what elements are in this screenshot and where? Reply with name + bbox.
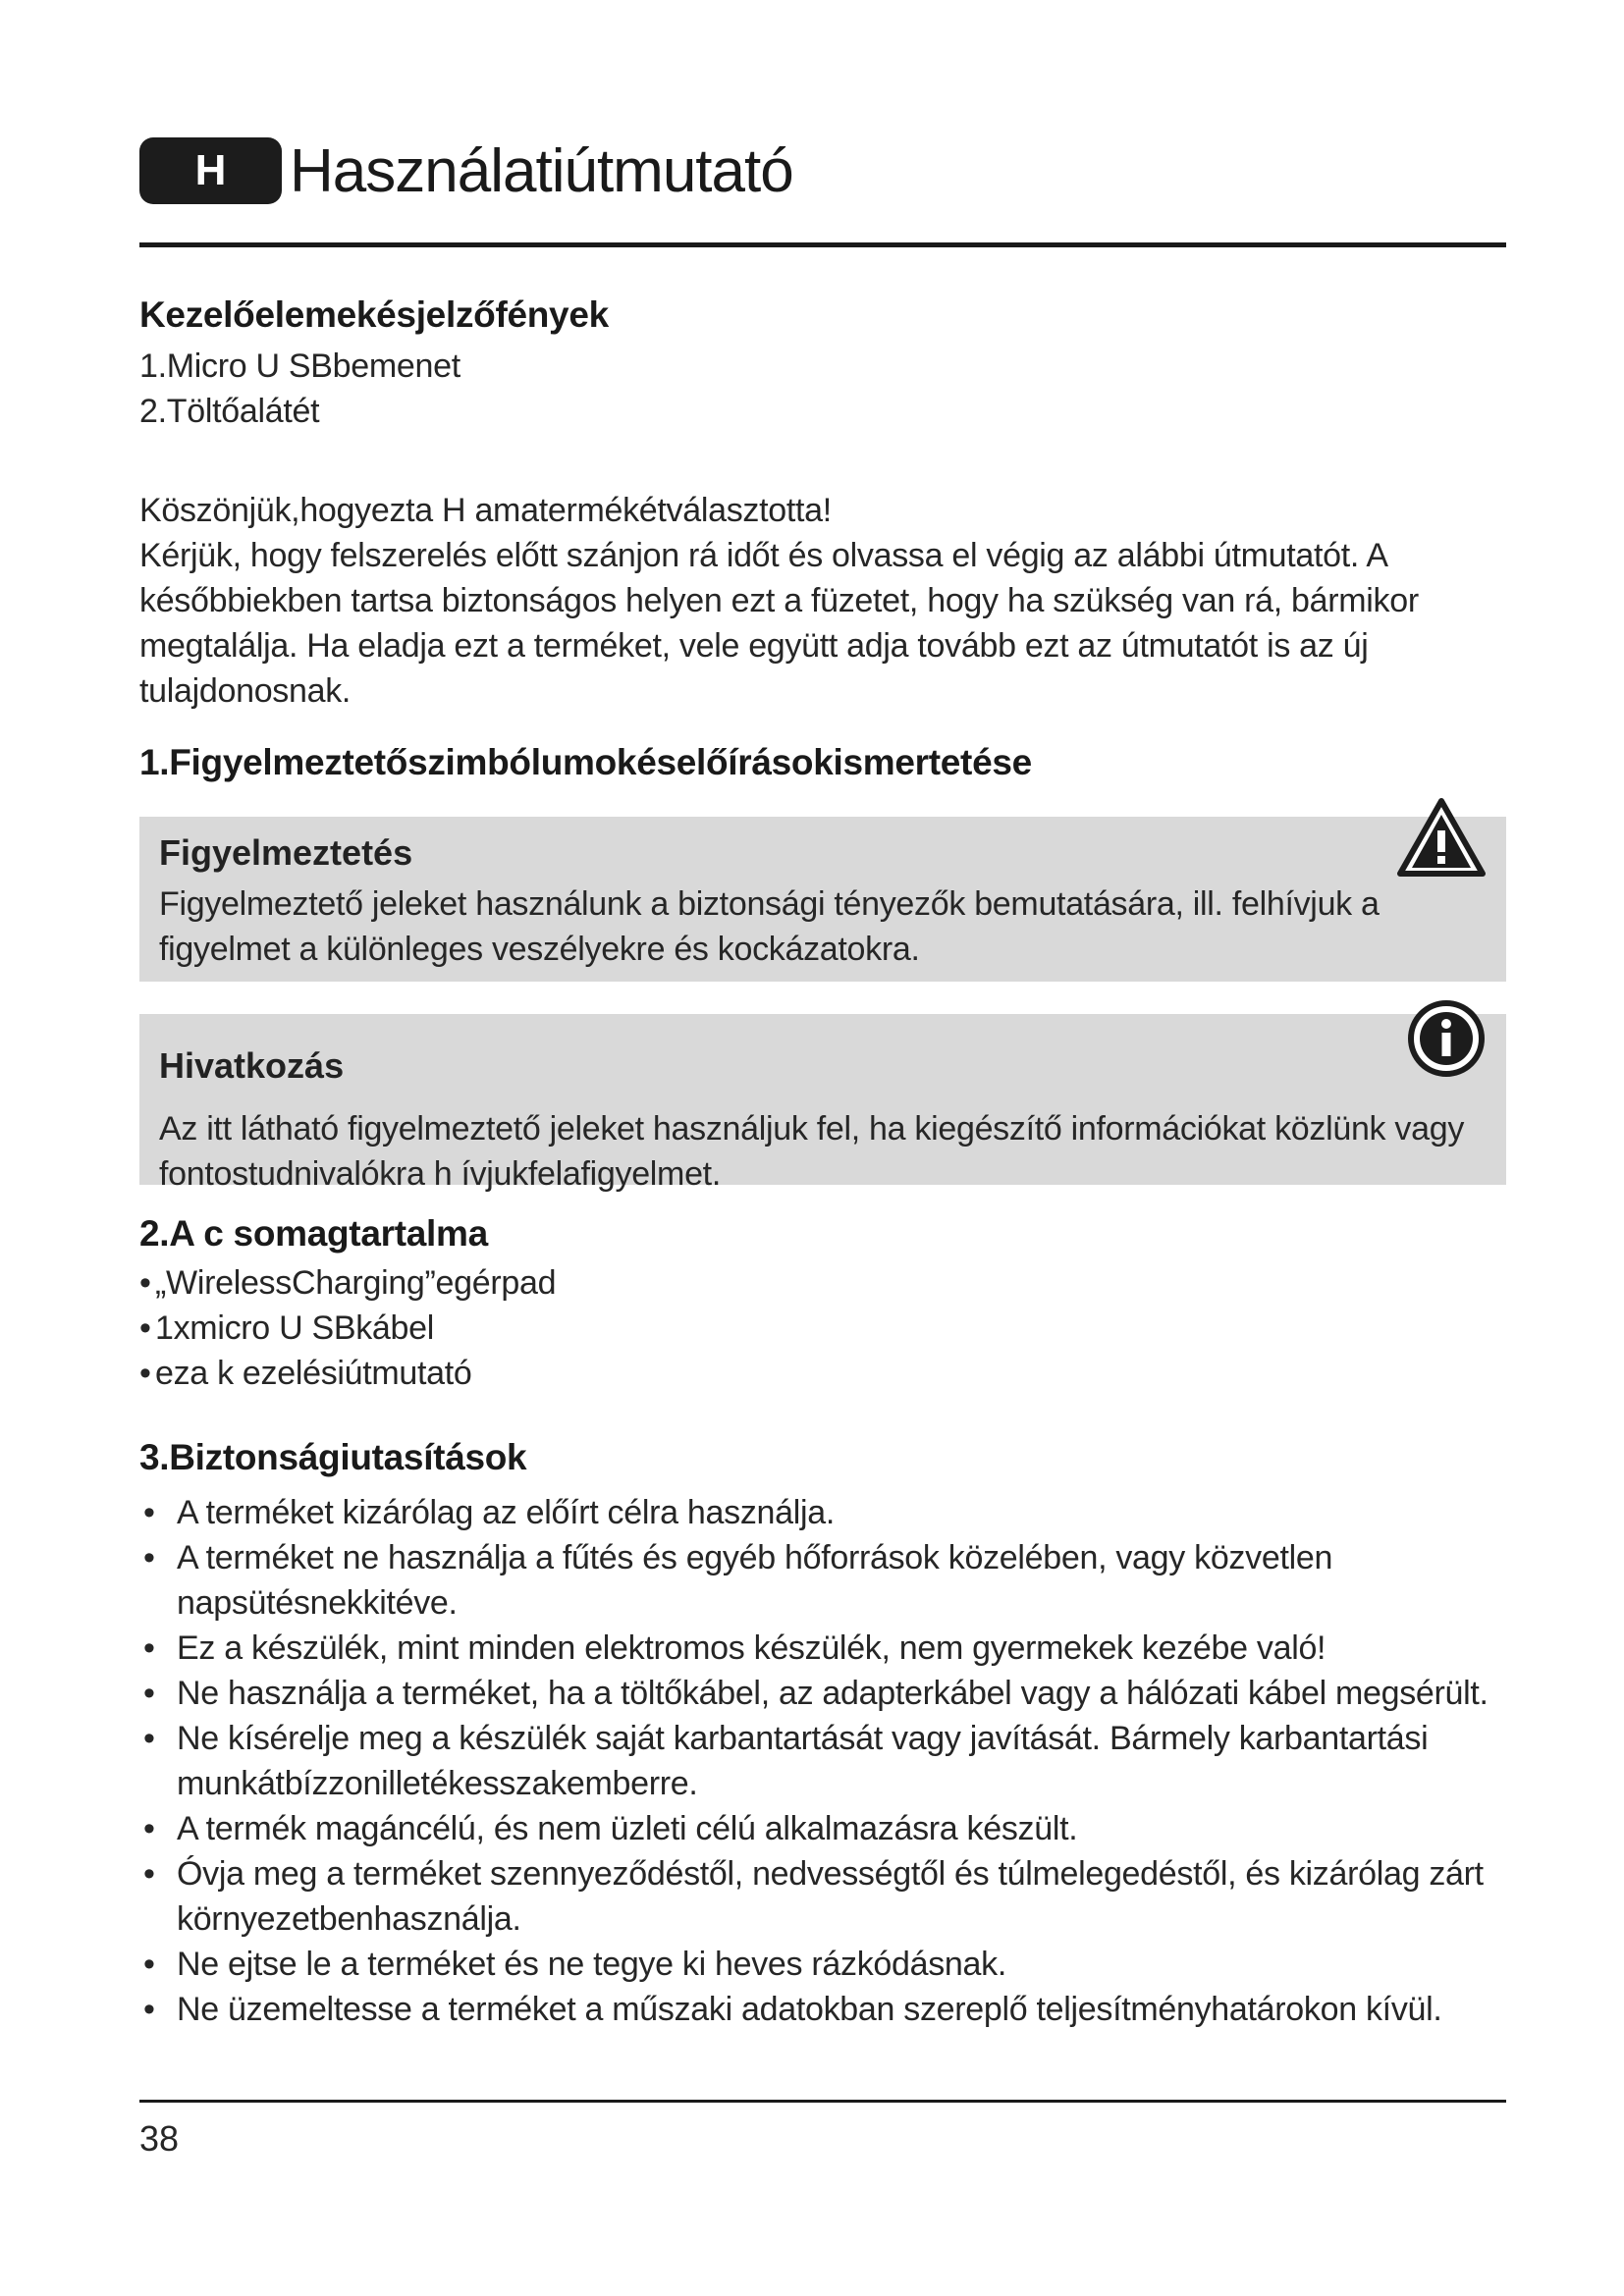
note-text: Az itt látható figyelmeztető jeleket használjuk fel, ha kiegészítő információkat közlünk vagy fontostudnivalókra h ívjukfelafigyelmet. — [159, 1110, 1465, 1193]
intro-thanks: Köszönjük,hogyezta H amatermékétválasztotta! — [139, 492, 832, 529]
info-icon — [1406, 998, 1487, 1079]
list-item: • A terméket ne használja a fűtés és egyéb hőforrások közelében, vagy közvetlen napsütésnekkitéve. — [139, 1535, 1504, 1626]
warning-text: Figyelmeztető jeleket használunk a biztonsági tényezők bemutatására, ill. felhívjuk a figyelmet a különleges veszélyekre és kockázatokra. — [159, 885, 1380, 968]
document-title: Használatiútmutató — [290, 136, 793, 205]
intro-text: Kérjük, hogy felszerelés előtt szánjon rá időt és olvassa el végig az alábbi útmutatót. A későbbiekben tartsa biztonságos helyen ezt a füzetet, hogy ha szükség van rá, bármikor megtalálja. Ha eladja ezt a terméket, vele együtt adja tovább ezt az útmutatót is az új tulajdonosnak. — [139, 537, 1419, 710]
list-item: • Ne kísérelje meg a készülék saját karbantartását vagy javítását. Bármely karbantartási munkátbízzonilletékesszakemberre. — [139, 1716, 1504, 1806]
note-title: Hivatkozás — [159, 1045, 345, 1086]
section2-heading: 2.A c somagtartalma — [139, 1213, 488, 1254]
list-item: • A termék magáncélú, és nem üzleti célú alkalmazásra készült. — [139, 1806, 1504, 1851]
list-item: • Ne használja a terméket, ha a töltőkábel, az adapterkábel vagy a hálózati kábel megsérült. — [139, 1671, 1504, 1716]
intro-section — [139, 488, 1506, 714]
page-number: 38 — [139, 2118, 180, 2159]
package-list — [139, 1260, 1506, 1396]
header-divider — [139, 242, 1506, 247]
controls-item: 2.Töltőalátét — [139, 393, 320, 430]
list-item: • „WirelessCharging”egérpad — [139, 1260, 1506, 1306]
section3 — [139, 1437, 1506, 2032]
list-item: • Ne üzemeltesse a terméket a műszaki adatokban szereplő teljesítményhatárokon kívül. — [139, 1987, 1504, 2032]
warning-triangle-icon — [1396, 797, 1487, 878]
safety-list — [139, 1490, 1504, 2032]
list-item: • Ne ejtse le a terméket és ne tegye ki heves rázkódásnak. — [139, 1942, 1504, 1987]
controls-item: 1.Micro U SBbemenet — [139, 347, 460, 385]
controls-heading: Kezelőelemekésjelzőfények — [139, 294, 609, 335]
warning-title: Figyelmeztetés — [159, 832, 413, 873]
language-badge: H — [139, 137, 282, 204]
section3-heading: 3.Biztonságiutasítások — [139, 1437, 527, 1477]
warning-box — [139, 817, 1506, 982]
footer-divider — [139, 2100, 1506, 2103]
section1-heading: 1.Figyelmeztetőszimbólumokéselőírásokismertetése — [139, 742, 1032, 782]
section1 — [139, 742, 1506, 783]
list-item: • A terméket kizárólag az előírt célra használja. — [139, 1490, 1504, 1535]
list-item: • Ez a készülék, mint minden elektromos készülék, nem gyermekek kezébe való! — [139, 1626, 1504, 1671]
page-header — [139, 135, 793, 206]
list-item: • 1xmicro U SBkábel — [139, 1306, 1506, 1351]
list-item: • Óvja meg a terméket szennyeződéstől, nedvességtől és túlmelegedéstől, és kizárólag zárt környezetbenhasználja. — [139, 1851, 1504, 1942]
list-item: • eza k ezelésiútmutató — [139, 1351, 1506, 1396]
controls-section — [139, 294, 1506, 434]
note-box — [139, 1014, 1506, 1193]
section2 — [139, 1213, 1506, 1396]
